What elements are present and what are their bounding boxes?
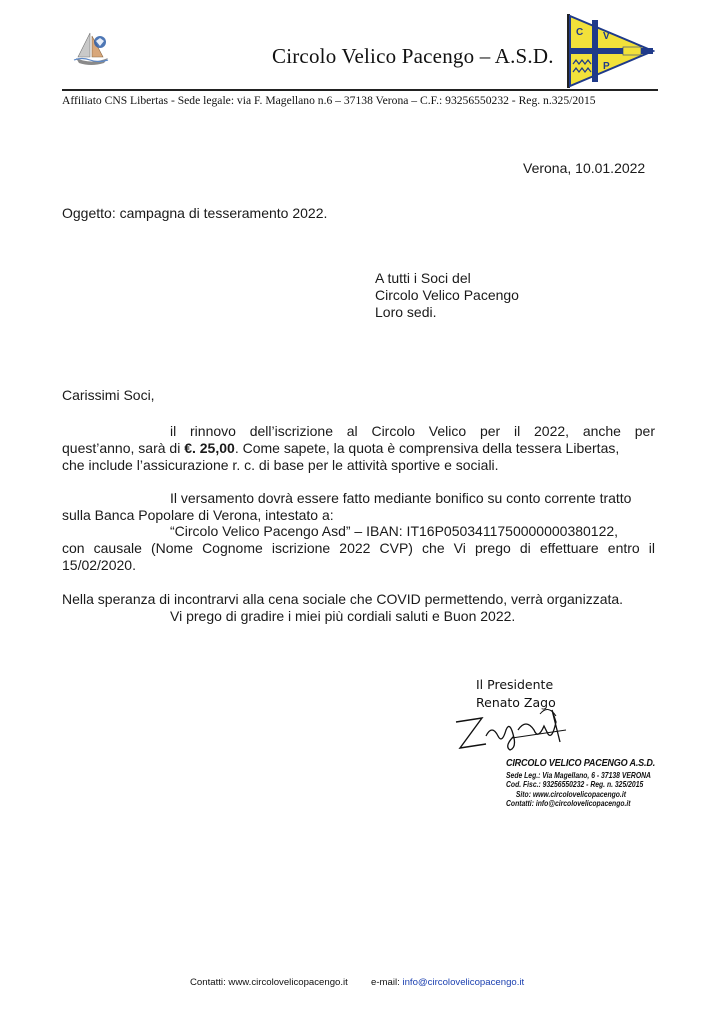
paragraph-1-line	[62, 440, 619, 457]
paragraph-1-line: il rinnovo dell’iscrizione al Circolo Velico per il 2022, anche per	[170, 423, 655, 439]
stamp-line: Cod. Fisc.: 93256550232 - Reg. n. 325/2015	[506, 779, 644, 790]
club-title: Circolo Velico Pacengo – A.S.D.	[272, 44, 554, 68]
pennant-letter-v: V	[603, 31, 610, 42]
footer-contacts	[190, 977, 348, 988]
stamp-line: Sede Leg.: Via Magellano, 6 - 37138 VERONA	[506, 770, 651, 780]
stamp-line: Contatti: info@circolovelicopacengo.it	[506, 798, 631, 809]
stamp-line: Sito: www.circolovelicopacengo.it	[515, 788, 626, 799]
recipient-line: A tutti i Soci del	[375, 270, 471, 286]
sailboat-logo-icon	[70, 28, 112, 68]
club-pennant-icon	[567, 14, 655, 88]
iban-line: “Circolo Velico Pacengo Asd” – IBAN: IT16P0503411750000000380122,	[170, 523, 619, 539]
salutation: Carissimi Soci,	[62, 387, 155, 403]
text-fragment: . Come sapete, la quota è comprensiva della tessera Libertas,	[234, 440, 620, 456]
signatory-role: Il Presidente	[476, 677, 554, 692]
recipient-line: Circolo Velico Pacengo	[375, 287, 519, 303]
header-divider	[62, 89, 658, 91]
footer-contacts-label: Contatti:	[190, 977, 226, 988]
paragraph-2-line: sulla Banca Popolare di Verona, intestato a:	[62, 507, 334, 523]
paragraph-1-line: che include l’assicurazione r. c. di base per le attività sportive e sociali.	[62, 457, 499, 473]
paragraph-2-line: con causale (Nome Cognome iscrizione 2022 CVP) che Vi prego di effettuare entro il	[62, 540, 655, 556]
paragraph-2-line: 15/02/2020.	[62, 557, 136, 573]
signatory-name: Renato Zago	[476, 695, 556, 710]
footer-email-link[interactable]: info@circolovelicopacengo.it	[402, 977, 525, 988]
pennant-letter-c: C	[576, 27, 584, 38]
letter-subject: Oggetto: campagna di tesseramento 2022.	[62, 205, 328, 221]
footer-website-link[interactable]: www.circolovelicopacengo.it	[228, 977, 348, 988]
recipient-line: Loro sedi.	[375, 304, 437, 320]
pennant-letter-p: P	[603, 61, 610, 72]
paragraph-3-line: Nella speranza di incontrarvi alla cena sociale che COVID permettendo, verrà organizzata.	[62, 591, 624, 607]
membership-fee-amount: €. 25,00	[184, 440, 235, 456]
stamp-title: CIRCOLO VELICO PACENGO A.S.D.	[506, 757, 656, 769]
text-fragment: quest’anno, sarà di	[62, 440, 185, 456]
place-date: Verona, 10.01.2022	[523, 160, 646, 176]
footer-email	[371, 977, 524, 988]
club-stamp	[506, 757, 683, 809]
closing-line: Vi prego di gradire i miei più cordiali saluti e Buon 2022.	[170, 608, 516, 624]
footer-email-label: e-mail:	[371, 977, 400, 988]
paragraph-2-line: Il versamento dovrà essere fatto mediante bonifico su conto corrente tratto	[170, 490, 632, 506]
handwritten-signature	[452, 700, 570, 756]
affiliation-line: Affiliato CNS Libertas - Sede legale: via F. Magellano n.6 – 37138 Verona – C.F.: 93256550232 - Reg. n.325/2015	[62, 94, 596, 107]
